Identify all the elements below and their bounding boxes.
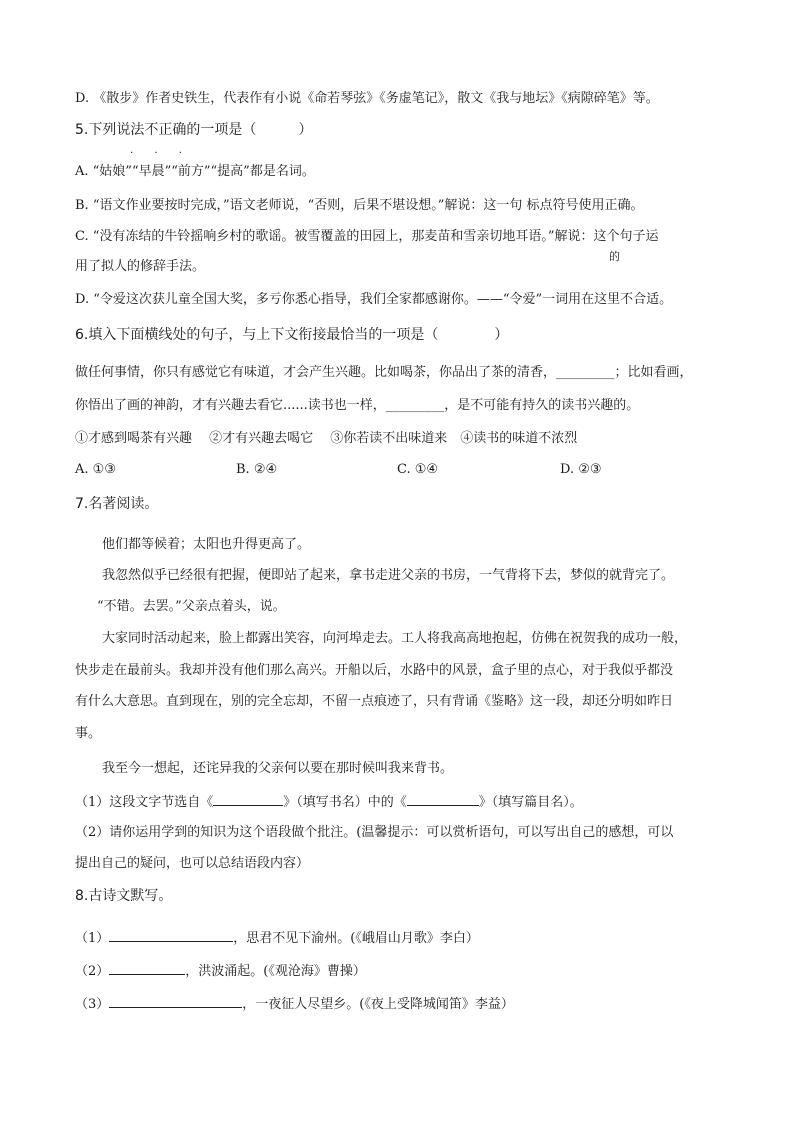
q4-option-d: D. 《散步》作者史铁生，代表作有小说《命若琴弦》《务虚笔记》，散文《我与地坛》《病隙碎笔》等。: [75, 91, 659, 106]
question-7-title: 7.名著阅读。: [75, 496, 159, 512]
poem-item-1: （1） ，思君不见下渝州。(《峨眉山月歌》李白）: [75, 928, 479, 948]
q7-subquestion-2-line-2: 提出自己的疑问，也可以总结语段内容）: [75, 856, 310, 871]
reading-line-2: 我忽然似乎已经很有把握，便即站了起来，拿书走进父亲的书房，一气背将下去，梦似的就背完了。: [102, 568, 675, 583]
reading-line-4: 大家同时活动起来，脸上都露出笑容，向河埠走去。工人将我高高地抱起，仿佛在祝贺我的成功一般，: [102, 631, 688, 646]
q6-option-c: C. ①④: [397, 462, 439, 477]
chapter-name-blank[interactable]: [407, 792, 479, 806]
book-name-blank[interactable]: [213, 792, 283, 806]
q6-option-b: B. ②④: [236, 462, 278, 477]
reading-line-5: 快步走在最前头。我却并没有他们那么高兴。开船以后，水路中的风景，盒子里的点心，对于我似乎都没: [75, 663, 674, 678]
question-8-title: 8.古诗文默写。: [75, 888, 173, 904]
q5-option-b: B. “语文作业要按时完成，”语文老师说，“否则，后果不堪设想。”解说：这一句 标点符号使用正确。: [75, 198, 644, 213]
question-6-title: 6.填入下面横线处的句子，与上下文衔接最恰当的一项是（ ）: [75, 327, 509, 343]
q5-option-c-de: 的: [609, 250, 620, 263]
q5-option-d: D. “令爱这次获儿童全国大奖，多亏你悉心指导，我们全家都感谢你。——“令爱”一词用在这里不合适。: [75, 292, 673, 307]
question-5-title: 5.下列说法不正确的一项是（ ）: [75, 122, 313, 138]
reading-line-8: 我至今一想起，还诧异我的父亲何以要在那时候叫我来背书。: [102, 761, 454, 776]
emphasis-dots: · · ·: [130, 148, 191, 159]
q7-subquestion-2-line-1: （2）请你运用学到的知识为这个语段做个批注。(温馨提示：可以赏析语句，可以写出自己的感想，可以: [75, 825, 674, 840]
q6-option-d: D. ②③: [560, 462, 602, 477]
q6-passage-line-2: 你悟出了画的神韵，才有兴趣去看它......读书也一样，_________，是不可能有持久的读书兴趣的。: [75, 398, 640, 413]
reading-line-3: “不错。去罢。”父亲点着头，说。: [97, 599, 286, 614]
q6-sentence-items: ①才感到喝茶有兴趣 ②才有兴趣去喝它 ③你若读不出味道来 ④读书的味道不浓烈: [75, 431, 578, 446]
poem-blank-1[interactable]: [109, 928, 233, 942]
poem-blank-2[interactable]: [109, 961, 185, 975]
poem-item-3: （3） ，一夜征人尽望乡。(《夜上受降城闻笛》李益）: [75, 994, 514, 1014]
q6-passage-line-1: 做任何事情，你只有感觉它有味道，才会产生兴趣。比如喝茶，你品出了茶的清香，_________；比如看画，: [75, 365, 693, 380]
reading-line-7: 事。: [75, 726, 102, 741]
q7-subquestion-1: （1）这段文字节选自《 》（填写书名）中的《 》（填写篇目名）。: [75, 792, 583, 812]
poem-item-2: （2） ，洪波涌起。(《观沧海》曹操）: [75, 961, 366, 981]
q5-option-c: C. “没有冻结的牛铃摇响乡村的歌谣。被雪覆盖的田园上，那麦苗和雪亲切地耳语。”解说：这个句子运: [75, 229, 659, 244]
poem-blank-3[interactable]: [109, 994, 242, 1008]
reading-line-1: 他们都等候着；太阳也升得更高了。: [102, 537, 311, 552]
q5-option-a: A. “姑娘”“早晨”“前方”“提高”都是名词。: [75, 164, 315, 179]
reading-line-6: 有什么大意思。直到现在，别的完全忘却，不留一点痕迹了，只有背诵《鉴略》这一段，却还分明如昨日: [75, 694, 674, 709]
q6-option-a: A. ①③: [75, 462, 116, 477]
q5-option-c-continued: 用了拟人的修辞手法。: [75, 259, 206, 274]
